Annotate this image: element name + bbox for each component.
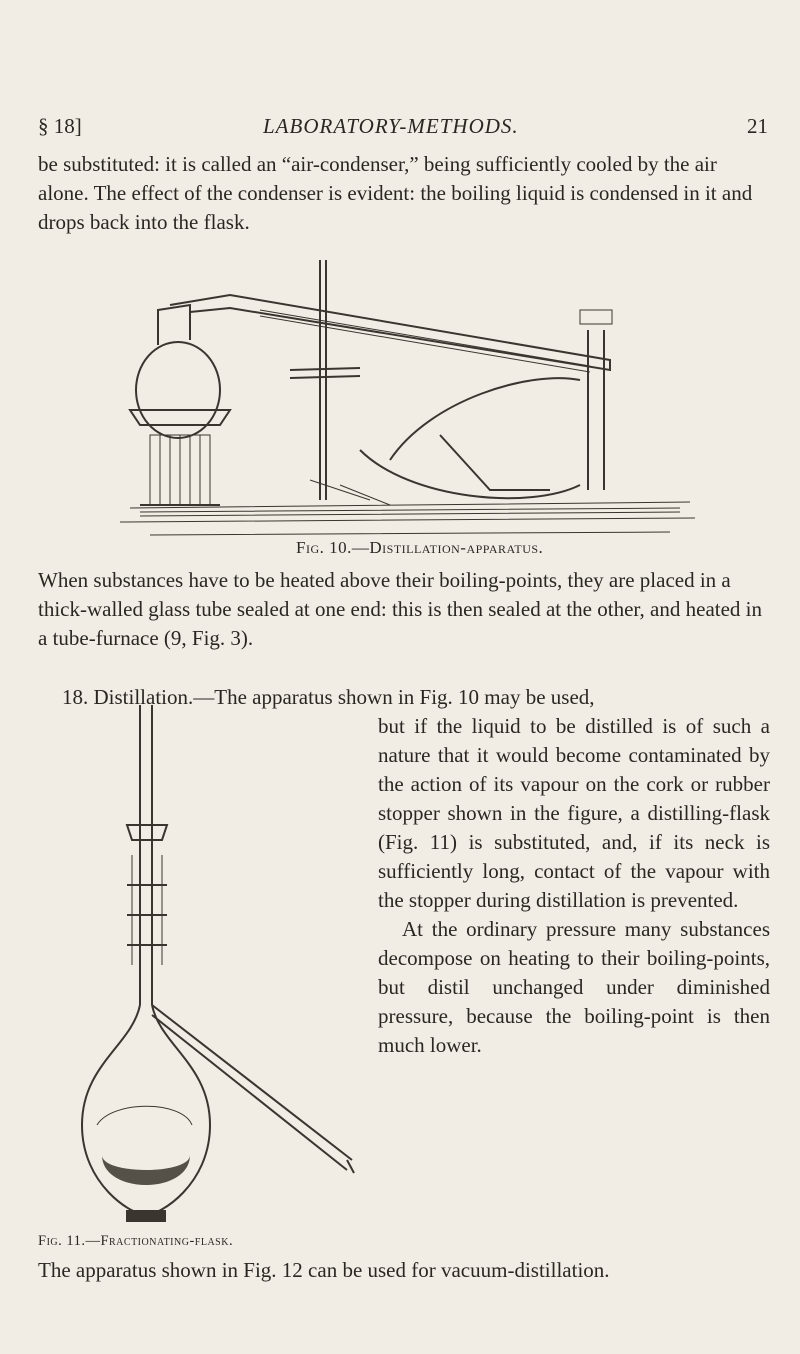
figure-10-caption: Fig. 10.—Distillation-apparatus. xyxy=(296,538,544,557)
paragraph-air-condenser: be substituted: it is called an “air-condenser,” being sufficiently cooled by the air alone. The effect of the condenser is evident: the boiling liquid is condensed in it and drops back into the flask. xyxy=(38,152,753,234)
paragraph-vacuum-distillation: The apparatus shown in Fig. 12 can be used for vacuum-distillation. xyxy=(38,1258,610,1282)
section-marker: § 18] xyxy=(38,114,82,138)
paragraph-sealed-tube: When substances have to be heated above their boiling-points, they are placed in a thick-walled glass tube sealed at one end: this is then sealed at the other, and heated in a tube-furnace (9, Fig. 3). xyxy=(38,568,763,650)
paragraph-diminished-pressure: At the ordinary pressure many substances decompose on heating to their boiling-points, but distil unchanged under diminished pressure, because the boiling-point is then much lower. xyxy=(378,917,770,1057)
page-number: 21 xyxy=(747,114,768,138)
distillation-column-text xyxy=(378,712,770,1060)
fractionating-flask-illustration xyxy=(42,705,372,1230)
running-header xyxy=(38,114,768,144)
distillation-lead-line: 18. Distillation.—The apparatus shown in Fig. 10 may be used, xyxy=(62,685,595,709)
distillation-apparatus-illustration xyxy=(110,250,700,540)
running-title: LABORATORY-METHODS. xyxy=(263,114,519,138)
figure-11-caption: Fig. 11.—Fractionating-flask. xyxy=(38,1233,234,1249)
paragraph-distilling-flask: but if the liquid to be distilled is of such a nature that it would become contaminated by the action of its vapour on the cork or rubber stopper shown in the figure, a distilling-flask (Fig. 11) is substituted, and, if its neck is sufficiently long, contact of the vapour with the stopper during distillation is prevented. xyxy=(378,714,770,912)
